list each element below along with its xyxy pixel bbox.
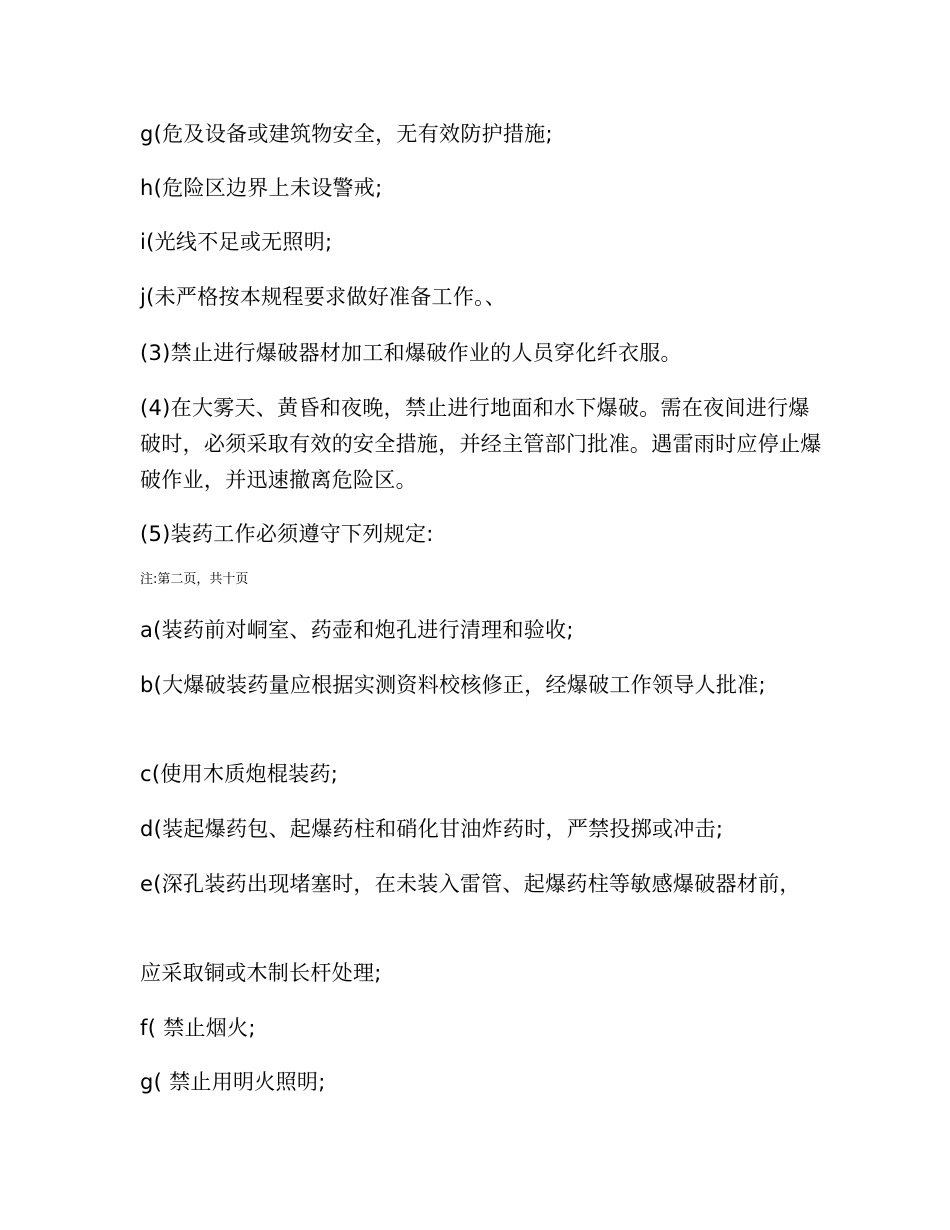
paragraph-d-no-throwing: d(装起爆药包、起爆药柱和硝化甘油炸药时，严禁投掷或冲击; <box>140 817 724 841</box>
paragraph-h-no-guard: h(危险区边界上未设警戒; <box>140 176 383 200</box>
paragraph-5-charging-rules: (5)装药工作必须遵守下列规定: <box>140 522 434 546</box>
paragraph-4-weather: (4)在大雾天、黄昏和夜晚，禁止进行地面和水下爆破。需在夜间进行爆破时，必须采取有效的安全措施，并经主管部门批准。遇雷雨时应停止爆破作业，并迅速撤离危险区。 <box>140 396 822 492</box>
paragraph-b-charge-amount: b(大爆破装药量应根据实测资料校核修正，经爆破工作领导人批准; <box>140 673 766 697</box>
paragraph-e-continued: 应采取铜或木制长杆处理; <box>140 961 382 985</box>
paragraph-a-cleaning: a(装药前对峒室、药壶和炮孔进行清理和验收; <box>140 618 574 642</box>
paragraph-i-insufficient-light: i(光线不足或无照明; <box>140 230 333 254</box>
paragraph-3-clothing: (3)禁止进行爆破器材加工和爆破作业的人员穿化纤衣服。 <box>140 341 682 365</box>
paragraph-f-no-fire: f( 禁止烟火; <box>140 1016 256 1040</box>
page-note: 注:第二页，共十页 <box>140 572 249 587</box>
paragraph-j-preparation: j(未严格按本规程要求做好准备工作。、 <box>140 285 507 309</box>
paragraph-e-blockage: e(深孔装药出现堵塞时，在未装入雷管、起爆药柱等敏感爆破器材前， <box>140 872 801 896</box>
paragraph-g-danger-equipment: g(危及设备或建筑物安全，无有效防护措施; <box>140 122 553 146</box>
paragraph-g-no-open-flame: g( 禁止用明火照明; <box>140 1070 326 1094</box>
paragraph-c-wooden-rod: c(使用木质炮棍装药; <box>140 762 339 786</box>
